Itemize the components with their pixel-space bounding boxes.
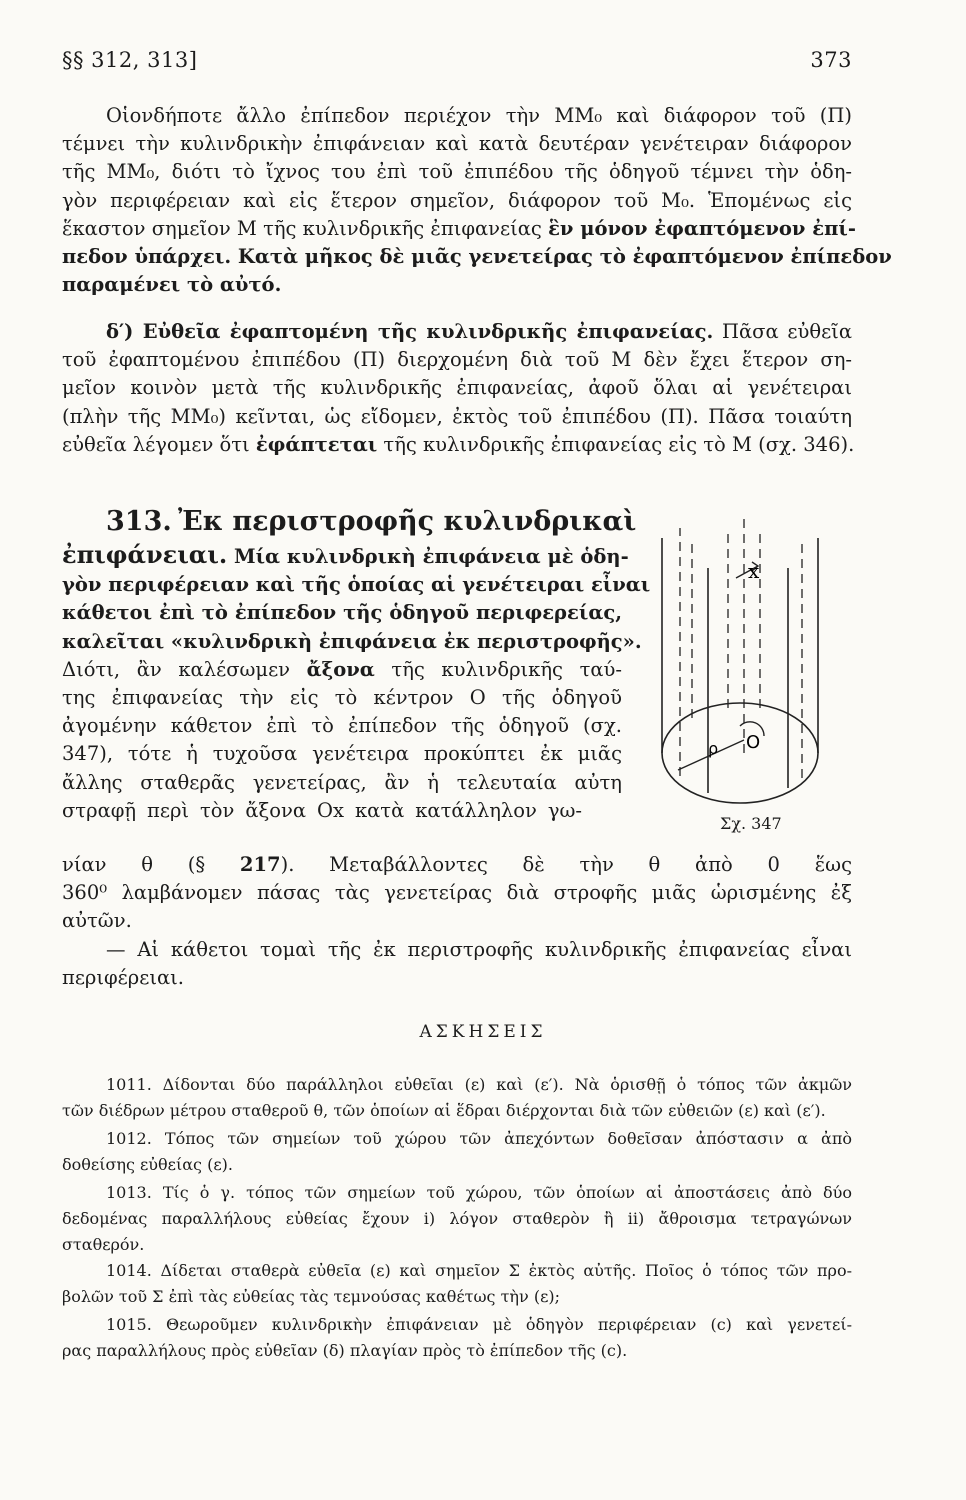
text-line bbox=[62, 215, 856, 243]
text-line bbox=[62, 656, 622, 684]
text-line: καλεῖται «κυλινδρικὴ ἐπιφάνεια ἐκ περιστροφῆς». bbox=[62, 629, 642, 653]
exercise-line: δεδομένας παραλλήλους εὐθείας ἔχουν i) λόγον σταθερὸν ἢ ii) ἄθροισμα τετραγώνων bbox=[62, 1209, 852, 1228]
text-line: τέμνει τὴν κυλινδρικὴν ἐπιφάνειαν καὶ κατὰ δευτέραν γενέτειραν διάφορον bbox=[62, 132, 852, 156]
text-line: (πλὴν τῆς ΜΜ₀) κεῖνται, ὡς εἴδομεν, ἐκτὸς τοῦ ἐπιπέδου (Π). Πᾶσα τοιαύτη bbox=[62, 404, 852, 428]
text-line: τοῦ ἐφαπτομένου ἐπιπέδου (Π) διερχομένη διὰ τοῦ Μ δὲν ἔχει ἕτερον ση- bbox=[62, 348, 852, 372]
label-o: O bbox=[746, 732, 761, 753]
text-span: ἕκαστον σημεῖον Μ τῆς κυλινδρικῆς ἐπιφανείας bbox=[62, 216, 542, 240]
bold-span: ἓν μόνον ἐφαπτόμενον ἐπί- bbox=[548, 216, 856, 240]
exercise-line: 1015. Θεωροῦμεν κυλινδρικὴν ἐπιφάνειαν μὲ ὁδηγὸν περιφέρειαν (c) καὶ γενετεί- bbox=[106, 1315, 852, 1334]
guide-circle bbox=[662, 703, 818, 803]
subsection-heading: δ′) Εὐθεῖα ἐφαπτομένη τῆς κυλινδρικῆς ἐπιφανείας. bbox=[106, 320, 714, 343]
figure-caption: Σχ. 347 bbox=[720, 814, 782, 833]
text-line: αὐτῶν. bbox=[62, 909, 132, 933]
text-line: τῆς ΜΜ₀, διότι τὸ ἴχνος του ἐπὶ τοῦ ἐπιπέδου τῆς ὁδηγοῦ τέμνει τὴν ὁδη- bbox=[62, 160, 852, 184]
exercise-line: βολῶν τοῦ Σ ἐπὶ τὰς εὐθείας τὰς τεμνούσας καθέτως τὴν (ε); bbox=[62, 1287, 560, 1306]
text-line: περιφέρειαι. bbox=[62, 965, 185, 989]
text-line bbox=[62, 431, 855, 459]
text-line: μεῖον κοινὸν μετὰ τῆς κυλινδρικῆς ἐπιφανείας, ἀφοῦ ὅλαι αἱ γενέτειραι bbox=[62, 376, 852, 400]
exercise-line: σταθερόν. bbox=[62, 1235, 145, 1254]
text-span: τῆς κυλινδρικῆς ἐπιφανείας εἰς τὸ Μ (σχ. 346). bbox=[377, 432, 855, 456]
paragraph-tangent-line bbox=[62, 318, 855, 459]
text-line: γὸν περιφέρειαν καὶ εἰς ἕτερον σημεῖον, διάφορον τοῦ Μ₀. Ἑπομένως εἰς bbox=[62, 188, 852, 212]
exercise-line: δοθείσης εὐθείας (ε). bbox=[62, 1155, 233, 1174]
text-line: 360⁰ λαμβάνομεν πάσας τὰς γενετείρας διὰ στροφῆς μιᾶς ὡρισμένης ἐξ bbox=[62, 881, 852, 905]
paragraph-tangent-plane bbox=[62, 102, 892, 299]
text-line bbox=[62, 318, 852, 346]
text-line bbox=[62, 851, 852, 879]
text-line: — Αἱ κάθετοι τομαὶ τῆς ἐκ περιστροφῆς κυλινδρικῆς ἐπιφανείας εἶναι bbox=[106, 937, 852, 961]
text-line bbox=[62, 540, 629, 571]
exercise-1014 bbox=[62, 1258, 852, 1310]
figure-347-cylinder bbox=[640, 508, 840, 813]
bold-span: Μία κυλινδρικὴ ἐπιφάνεια μὲ ὁδη- bbox=[227, 545, 629, 568]
text-line: Οἱονδήποτε ἄλλο ἐπίπεδον περιέχον τὴν ΜΜ₀ καὶ διάφορον τοῦ (Π) bbox=[106, 104, 852, 127]
exercises-title: ΑΣΚΗΣΕΙΣ bbox=[419, 1022, 547, 1042]
exercise-line: 1013. Τίς ὁ γ. τόπος τῶν σημείων τοῦ χώρου, τῶν ὁποίων αἱ ἀποστάσεις ἀπὸ δύο bbox=[106, 1183, 852, 1202]
section-title-continued: ἐπιφάνειαι. bbox=[62, 540, 228, 569]
text-line: ἄλλης σταθερᾶς γενετείρας, ἂν ἡ τελευταία αὐτη bbox=[62, 770, 622, 794]
label-rho: ρ bbox=[708, 739, 719, 758]
exercise-1011 bbox=[62, 1072, 852, 1124]
text-line: πεδον ὑπάρχει. Κατὰ μῆκος δὲ μιᾶς γενετείρας τὸ ἐφαπτόμενον ἐπίπεδον bbox=[62, 245, 892, 269]
text-line: της ἐπιφανείας τὴν εἰς τὸ κέντρον Ο τῆς ὁδηγοῦ bbox=[62, 686, 622, 710]
section-number: 313. bbox=[106, 506, 172, 537]
text-line: γὸν περιφέρειαν καὶ τῆς ὁποίας αἱ γενέτειραι εἶναι bbox=[62, 573, 651, 597]
text-span: εὐθεῖα λέγομεν ὅτι bbox=[62, 432, 256, 456]
text-span: νίαν θ (§ bbox=[62, 853, 240, 876]
text-line: ἀγομένην κάθετον ἐπὶ τὸ ἐπίπεδον τῆς ὁδηγοῦ (σχ. bbox=[62, 714, 622, 738]
exercise-line: 1014. Δίδεται σταθερὰ εὐθεῖα (ε) καὶ σημεῖον Σ ἐκτὸς αὐτῆς. Ποῖος ὁ τόπος τῶν προ- bbox=[106, 1261, 852, 1280]
text-line: 347), τότε ἡ τυχοῦσα γενέτειρα προκύπτει ἐκ μιᾶς bbox=[62, 742, 622, 766]
exercise-1015 bbox=[62, 1312, 852, 1364]
page-number: 373 bbox=[810, 48, 852, 72]
bold-span: 217 bbox=[239, 853, 281, 876]
bold-span: ἄξονα bbox=[306, 657, 375, 681]
text-line: στραφῇ περὶ τὸν ἄξονα Οx κατὰ κατάλληλον γω- bbox=[62, 798, 582, 822]
exercise-line: ρας παραλλήλους πρὸς εὐθεῖαν (δ) πλαγίαν πρὸς τὸ ἐπίπεδον τῆς (c). bbox=[62, 1341, 628, 1360]
section-313-body-narrow bbox=[62, 540, 651, 825]
text-line: παραμένει τὸ αὐτό. bbox=[62, 273, 282, 297]
exercise-line: τῶν διέδρων μέτρου σταθεροῦ θ, τῶν ὁποίων αἱ ἕδραι διέρχονται διὰ τῶν εὐθειῶν (ε) καὶ (ε′). bbox=[62, 1101, 826, 1120]
text-span: Διότι, ἂν καλέσωμεν bbox=[62, 657, 307, 681]
section-reference: §§ 312, 313] bbox=[62, 48, 198, 72]
exercise-1013 bbox=[62, 1180, 852, 1258]
section-313-body-wide bbox=[62, 851, 852, 992]
text-span: Πᾶσα εὐθεῖα bbox=[713, 320, 852, 343]
text-span: ). Μεταβάλλοντες δὲ τὴν θ ἀπὸ 0 ἕως bbox=[280, 853, 852, 876]
exercise-line: 1012. Τόπος τῶν σημείων τοῦ χώρου τῶν ἀπεχόντων δοθεῖσαν ἀπόστασιν α ἀπὸ bbox=[106, 1129, 852, 1148]
bold-span: ἐφάπτεται bbox=[255, 432, 378, 456]
exercise-1012 bbox=[62, 1126, 852, 1178]
text-span: τῆς κυλινδρικῆς ταύ- bbox=[374, 657, 622, 681]
label-x: x bbox=[748, 559, 760, 583]
section-title: Ἐκ περιστροφῆς κυλινδρικαὶ bbox=[177, 506, 637, 537]
exercise-line: 1011. Δίδονται δύο παράλληλοι εὐθεῖαι (ε) καὶ (ε′). Νὰ ὁρισθῇ ὁ τόπος τῶν ἀκμῶν bbox=[106, 1075, 852, 1094]
text-line: κάθετοι ἐπὶ τὸ ἐπίπεδον τῆς ὁδηγοῦ περιφερείας, bbox=[62, 601, 622, 625]
